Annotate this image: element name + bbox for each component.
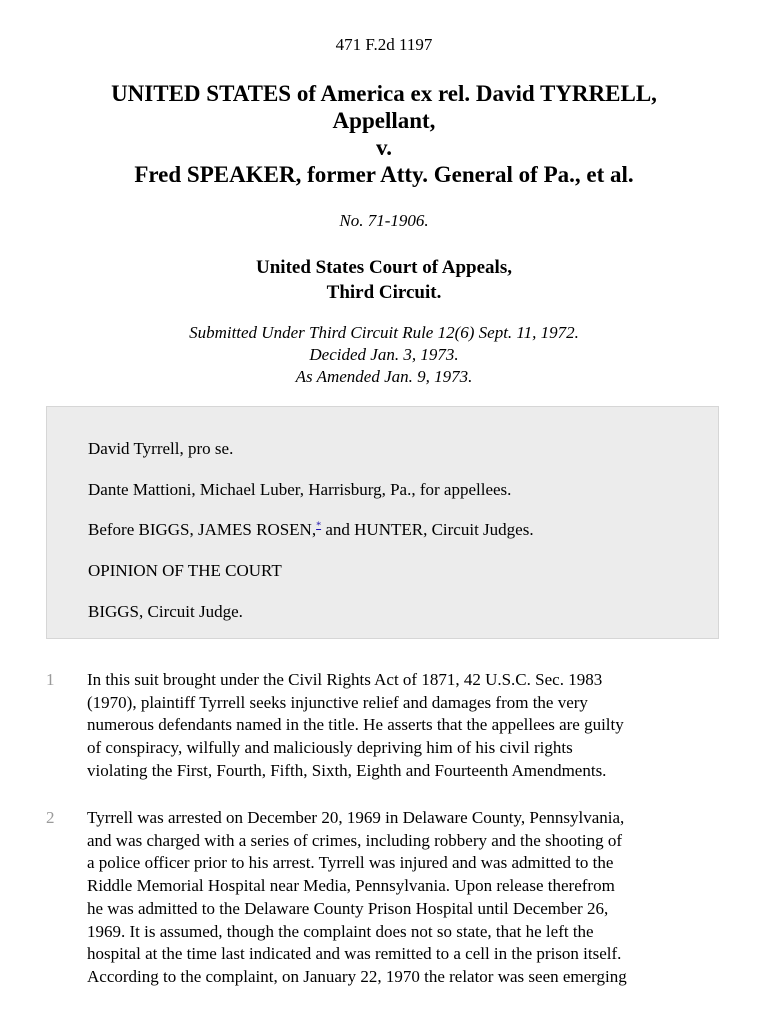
docket-number: No. 71-1906. [339, 211, 429, 230]
paragraph-line: hospital at the time last indicated and was remitted to a cell in the prison itself. [87, 944, 622, 964]
paragraph-line: According to the complaint, on January 22, 1970 the relator was seen emerging [87, 966, 627, 986]
opinion-author: BIGGS, Circuit Judge. [88, 602, 243, 621]
appellant-counsel: David Tyrrell, pro se. [88, 439, 234, 458]
paragraph-line: (1970), plaintiff Tyrrell seeks injunctive relief and damages from the very [87, 692, 588, 712]
paragraph-line: Riddle Memorial Hospital near Media, Pennsylvania. Upon release therefrom [87, 876, 615, 896]
paragraph-line: of conspiracy, wilfully and maliciously depriving him of his civil rights [87, 738, 573, 758]
case-dates [0, 322, 768, 388]
panel-text-after: and HUNTER, Circuit Judges. [321, 520, 534, 539]
caption-line-plaintiff: UNITED STATES of America ex rel. David TYRRELL, [111, 81, 657, 106]
case-citation: 471 F.2d 1197 [335, 35, 433, 54]
court-name-line-1: United States Court of Appeals, [256, 257, 512, 278]
judicial-panel [88, 519, 534, 541]
footnote-link[interactable]: * [316, 520, 322, 532]
opinion-heading: OPINION OF THE COURT [88, 561, 282, 580]
paragraph-text [87, 807, 727, 989]
case-caption [0, 80, 768, 188]
date-decided: Decided Jan. 3, 1973. [309, 345, 459, 364]
caption-line-appellant: Appellant, [332, 108, 436, 133]
caption-line-versus: v. [376, 135, 392, 160]
appellee-counsel: Dante Mattioni, Michael Luber, Harrisburg, Pa., for appellees. [88, 480, 512, 499]
paragraph-line: he was admitted to the Delaware County Prison Hospital until December 26, [87, 898, 609, 918]
court-name [0, 255, 768, 305]
parties-box [46, 406, 719, 639]
paragraph-number: 1 [46, 670, 55, 689]
paragraph-line: violating the First, Fourth, Fifth, Sixth, Eighth and Fourteenth Amendments. [87, 760, 607, 780]
paragraph-line: Tyrrell was arrested on December 20, 1969 in Delaware County, Pennsylvania, [87, 808, 625, 827]
panel-text-before: Before BIGGS, JAMES ROSEN, [88, 520, 317, 539]
paragraph-line: 1969. It is assumed, though the complaint does not so state, that he left the [87, 921, 594, 941]
court-name-line-2: Third Circuit. [326, 282, 442, 303]
paragraph-text [87, 669, 727, 783]
paragraph-number: 2 [46, 808, 55, 827]
paragraph-line: In this suit brought under the Civil Rights Act of 1871, 42 U.S.C. Sec. 1983 [87, 670, 603, 689]
date-submitted: Submitted Under Third Circuit Rule 12(6) Sept. 11, 1972. [189, 323, 579, 342]
paragraph-line: numerous defendants named in the title. He asserts that the appellees are guilty [87, 715, 624, 735]
paragraph-line: a police officer prior to his arrest. Tyrrell was injured and was admitted to the [87, 853, 614, 873]
paragraph-line: and was charged with a series of crimes, including robbery and the shooting of [87, 830, 623, 850]
caption-line-defendant: Fred SPEAKER, former Atty. General of Pa., et al. [134, 162, 634, 187]
date-amended: As Amended Jan. 9, 1973. [295, 367, 473, 386]
